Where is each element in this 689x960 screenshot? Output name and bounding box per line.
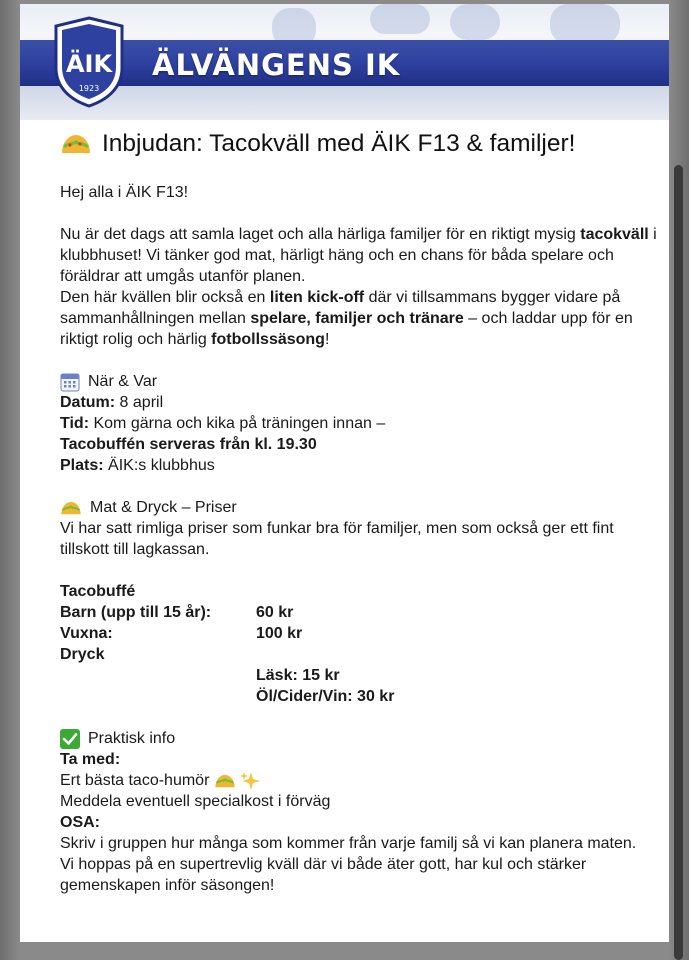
osa-text: Skriv i gruppen hur många som kommer från varje familj så vi kan planera maten. bbox=[60, 835, 637, 852]
food-description: Vi har satt rimliga priser som funkar bra för familjer, men som också ger ett fint tillskott till lagkassan. bbox=[60, 520, 614, 558]
taco-icon bbox=[60, 500, 82, 516]
section-heading: Mat & Dryck – Priser bbox=[90, 499, 237, 516]
greeting: Hej alla i ÄIK F13! bbox=[60, 184, 189, 201]
price-row-adult: Vuxna: 100 kr bbox=[60, 625, 303, 642]
section-heading: Praktisk info bbox=[88, 730, 176, 747]
intro-paragraph-2: Den här kvällen blir också en liten kick-off där vi tillsammans bygger vidare på sammanhållningen mellan spelare, familjer och tränare – och laddar upp för en riktigt rolig och härlig fotbollssäsong! bbox=[60, 289, 633, 348]
calendar-icon bbox=[60, 372, 80, 392]
crest-year: 1923 bbox=[78, 84, 100, 93]
osa-label: OSA: bbox=[60, 814, 100, 831]
closing-text: Vi hoppas på en supertrevlig kväll där vi både äter gott, har kul och stärker gemenskapen inför säsongen! bbox=[60, 856, 587, 894]
place-line: Plats: ÄIK:s klubbhus bbox=[60, 457, 215, 474]
price-row-alcohol: Öl/Cider/Vin: 30 kr bbox=[256, 688, 395, 705]
time-line: Tid: Kom gärna och kika på träningen innan – bbox=[60, 415, 386, 432]
price-row-soda: Läsk: 15 kr bbox=[256, 667, 340, 684]
section-heading: När & Var bbox=[88, 373, 158, 390]
drink-title: Dryck bbox=[60, 646, 105, 663]
buffet-title: Tacobuffé bbox=[60, 583, 136, 600]
bring-item: Ert bästa taco-humör bbox=[60, 770, 660, 791]
scrollbar[interactable] bbox=[673, 0, 687, 960]
date-line: Datum: 8 april bbox=[60, 394, 164, 411]
scrollbar-thumb[interactable] bbox=[674, 165, 683, 960]
page-title bbox=[60, 128, 660, 160]
club-name: ÄLVÄNGENS IK bbox=[152, 48, 401, 82]
invitation-body bbox=[60, 128, 660, 896]
buffet-time-line: Tacobuffén serveras från kl. 19.30 bbox=[60, 436, 317, 453]
price-row-child: Barn (upp till 15 år): 60 kr bbox=[60, 604, 294, 621]
club-crest-icon bbox=[52, 16, 126, 108]
document-page bbox=[20, 4, 669, 942]
taco-icon bbox=[214, 773, 236, 789]
section-practical-info bbox=[60, 728, 660, 749]
bring-label: Ta med: bbox=[60, 751, 121, 768]
title-text: Inbjudan: Tacokväll med ÄIK F13 & familjer! bbox=[102, 130, 576, 157]
section-food-drink bbox=[60, 497, 660, 518]
club-banner bbox=[20, 4, 669, 120]
diet-note: Meddela eventuell specialkost i förväg bbox=[60, 793, 331, 810]
sparkles-icon bbox=[240, 771, 260, 791]
taco-icon bbox=[60, 133, 92, 155]
crest-letters: ÄIK bbox=[65, 50, 113, 78]
intro-paragraph-1: Nu är det dags att samla laget och alla härliga familjer för en riktigt mysig tacokväll i klubbhuset! Vi tänker god mat, härligt häng och en chans för båda spelare och föräldrar att umgås utanför planen. bbox=[60, 226, 657, 285]
section-when-where bbox=[60, 371, 660, 392]
check-mark-icon bbox=[60, 729, 80, 749]
